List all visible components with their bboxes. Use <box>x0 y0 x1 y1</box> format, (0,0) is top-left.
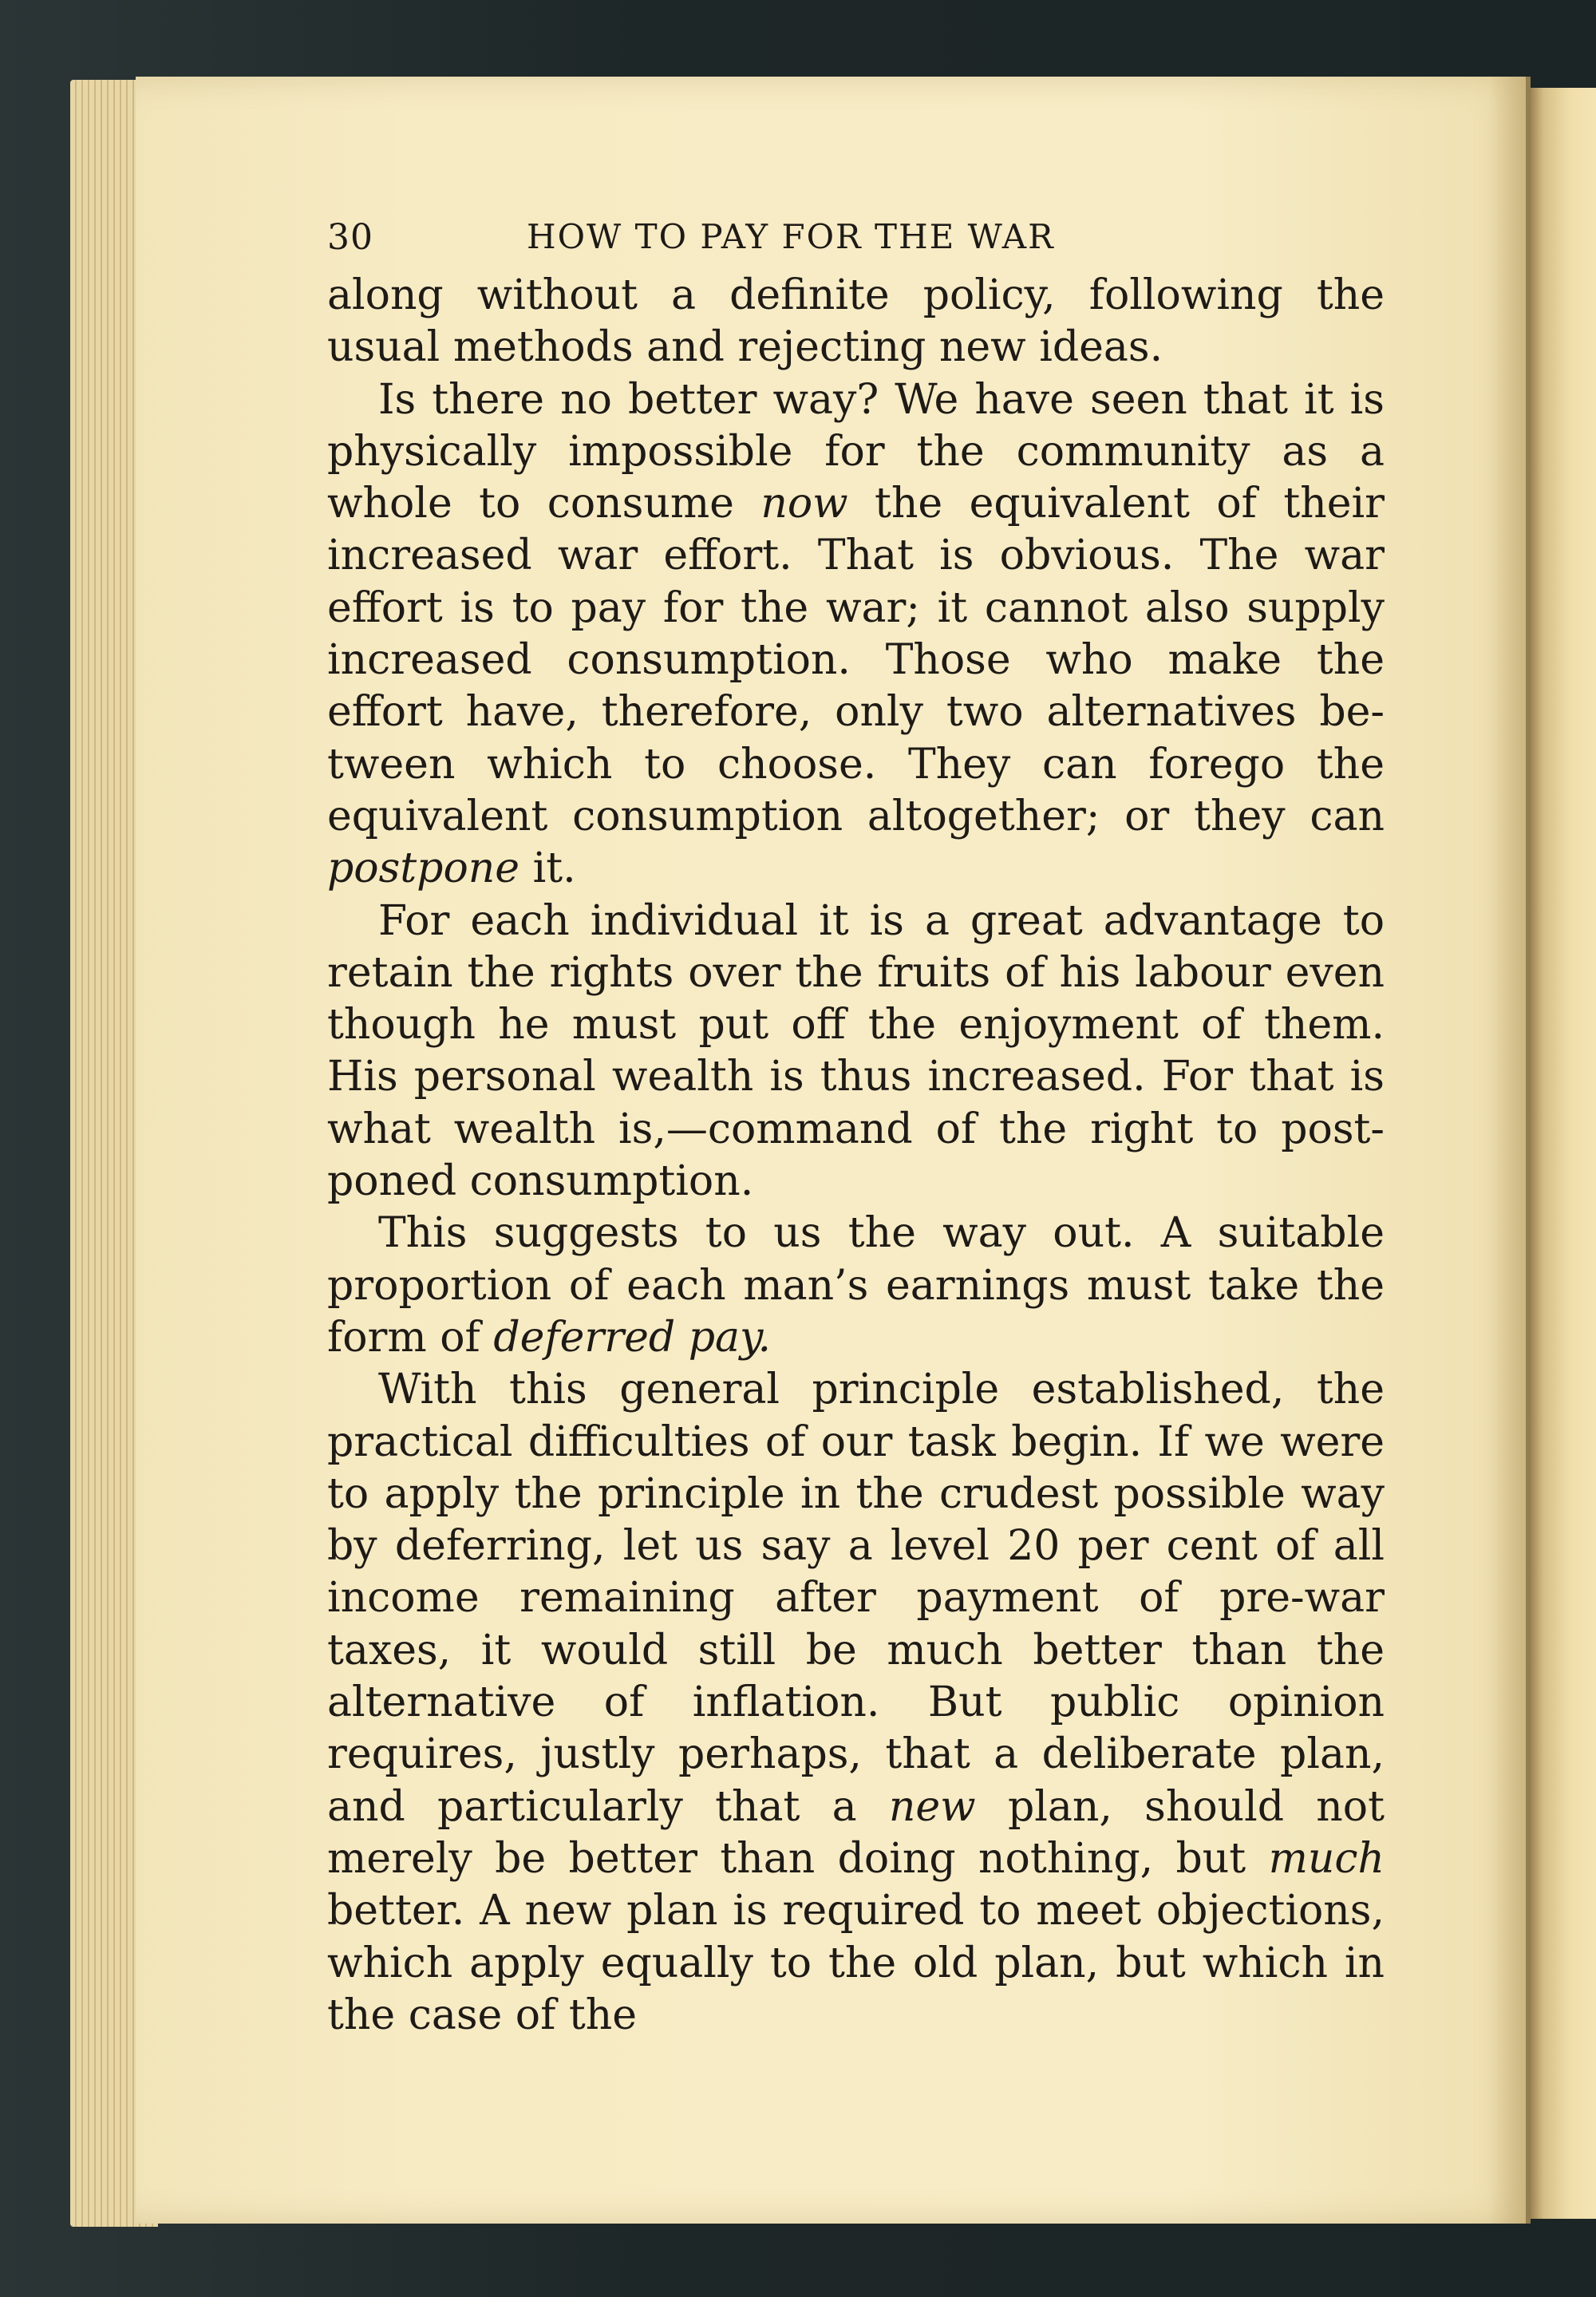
text-segment: the equivalent of their increased war effort. That is obvious. The war effort is to pay for the war; it cannot also supply increased consumption. Those who make the effort have, therefore, only two alternatives between which to choose. They can forego the equivalent consumption altogether; or they can <box>327 480 1385 840</box>
running-head <box>327 217 1385 270</box>
text-segment: plan, should not merely be better than doing nothing, but <box>327 1782 1385 1883</box>
page-number: 30 <box>327 217 373 258</box>
italic-text: now <box>760 480 848 528</box>
paragraph <box>327 270 1385 374</box>
text-segment: along without a definite policy, following the usual methods and rejecting new ideas. <box>327 271 1385 372</box>
paragraph <box>327 895 1385 1208</box>
paragraph <box>327 1364 1385 2042</box>
text-segment: This suggests to us the way out. A suitable proportion of each man’s earnings must take the form of <box>327 1209 1385 1362</box>
italic-text: postpone <box>327 844 520 893</box>
text-segment: With this general principle established, the practical difficulties of our task begin. If we were to apply the principle in the crudest possible way by deferring, let us say a level 20 per cent of all income remaining after payment of pre-war taxes, it would still be much better than the alternative of inflation. But public opinion requires, justly perhaps, that a deliberate plan, and particularly that a <box>327 1366 1385 1831</box>
running-title: HOW TO PAY FOR THE WAR <box>527 217 1055 256</box>
italic-text: deferred pay. <box>493 1313 772 1362</box>
page-text <box>327 217 1385 2042</box>
paragraph <box>327 1208 1385 1364</box>
text-segment: better. A new plan is required to meet objections, which apply equally to the old plan, but which in the case of the <box>327 1887 1385 2039</box>
text-segment: For each individual it is a great advantage to retain the rights over the fruits of his labour even though he must put off the enjoyment of them. His personal wealth is thus increased. For that is what wealth is,—command of the right to postponed consumption. <box>327 896 1385 1206</box>
text-segment: it. <box>519 844 576 893</box>
italic-text: new <box>888 1782 976 1831</box>
body-text <box>327 270 1385 2042</box>
text-segment: Is there no better way? We have seen that it is physically impossible for the community as a whole to consume <box>327 375 1385 528</box>
next-page-edge <box>1531 88 1596 2219</box>
italic-text: much <box>1268 1834 1385 1883</box>
paragraph <box>327 374 1385 895</box>
